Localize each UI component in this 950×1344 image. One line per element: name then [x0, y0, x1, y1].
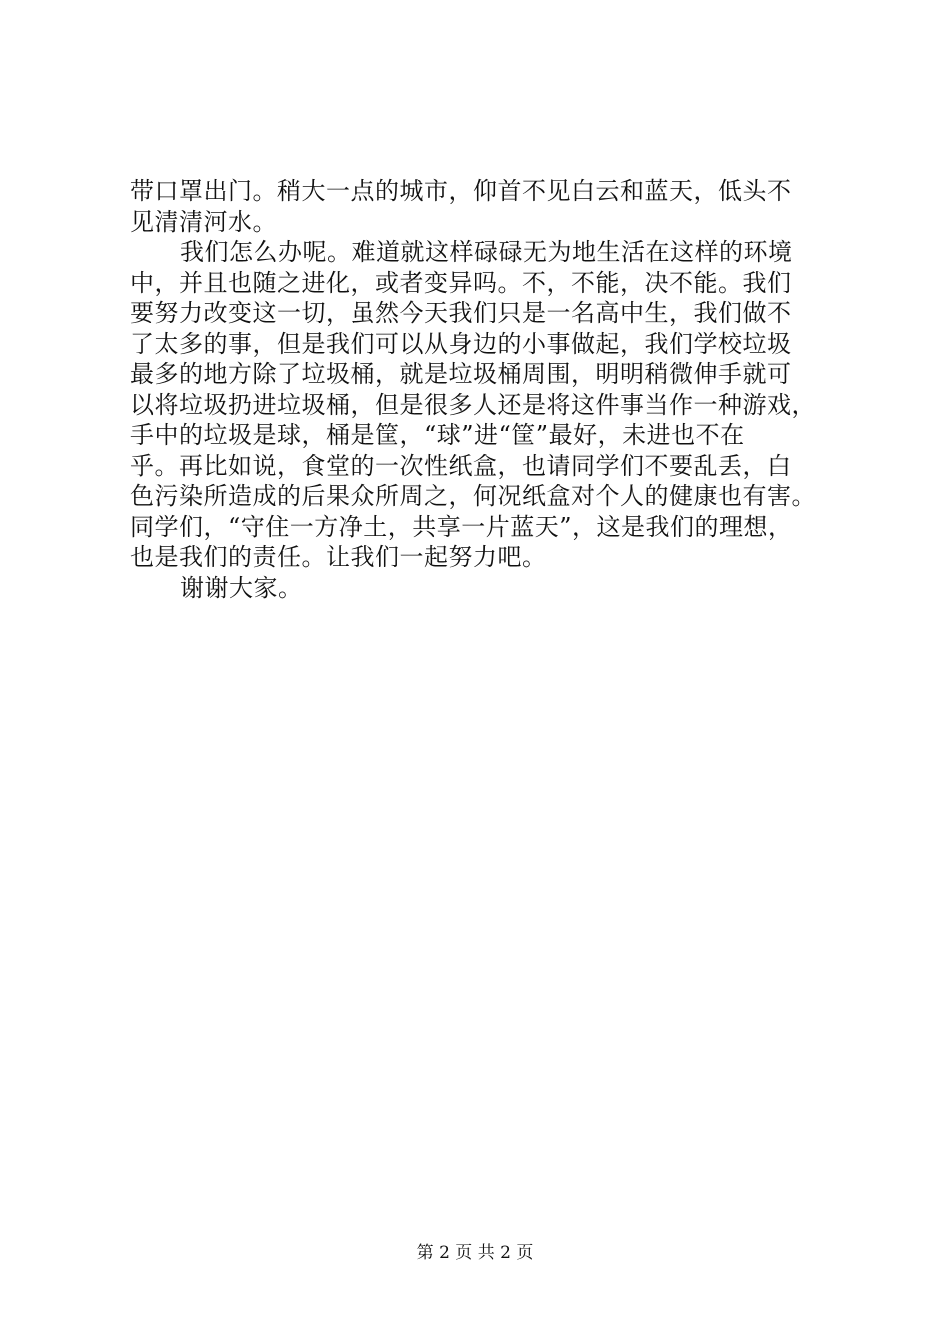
- paragraph-2: [130, 237, 830, 573]
- page-footer: [0, 1242, 950, 1264]
- text-line: 见清清河水。: [130, 207, 277, 236]
- paragraph-3: [130, 573, 830, 604]
- text-line: 了太多的事，但是我们可以从身边的小事做起，我们学校垃圾: [130, 329, 792, 358]
- text-line: 色污染所造成的后果众所周之，何况纸盒对个人的健康也有害。: [130, 482, 816, 510]
- text-line: 要努力改变这一切，虽然今天我们只是一名高中生，我们做不: [130, 299, 792, 327]
- text-line: 中，并且也随之进化，或者变异吗。不，不能，决不能。我们: [130, 268, 792, 297]
- text-line: 带口罩出门。稍大一点的城市，仰首不见白云和蓝天，低头不: [130, 177, 792, 205]
- text-line: 也是我们的责任。让我们一起努力吧。: [130, 543, 547, 571]
- document-body: [130, 176, 830, 603]
- page-number-label: 第 2 页 共 2 页: [416, 1243, 534, 1263]
- text-line: 手中的垃圾是球，桶是筐，“球”进“筐”最好，未进也不在: [130, 421, 745, 449]
- text-line: 我们怎么办呢。难道就这样碌碌无为地生活在这样的环境: [180, 238, 793, 266]
- text-line: 以将垃圾扔进垃圾桶，但是很多人还是将这件事当作一种游戏，: [130, 390, 816, 419]
- text-line: 最多的地方除了垃圾桶，就是垃圾桶周围，明明稍微伸手就可: [130, 360, 792, 388]
- text-line: 谢谢大家。: [180, 573, 303, 602]
- paragraph-1: [130, 176, 830, 237]
- text-line: 乎。再比如说，食堂的一次性纸盒，也请同学们不要乱丢，白: [130, 451, 792, 480]
- text-line: 同学们，“守住一方净土，共享一片蓝天”，这是我们的理想，: [130, 512, 793, 541]
